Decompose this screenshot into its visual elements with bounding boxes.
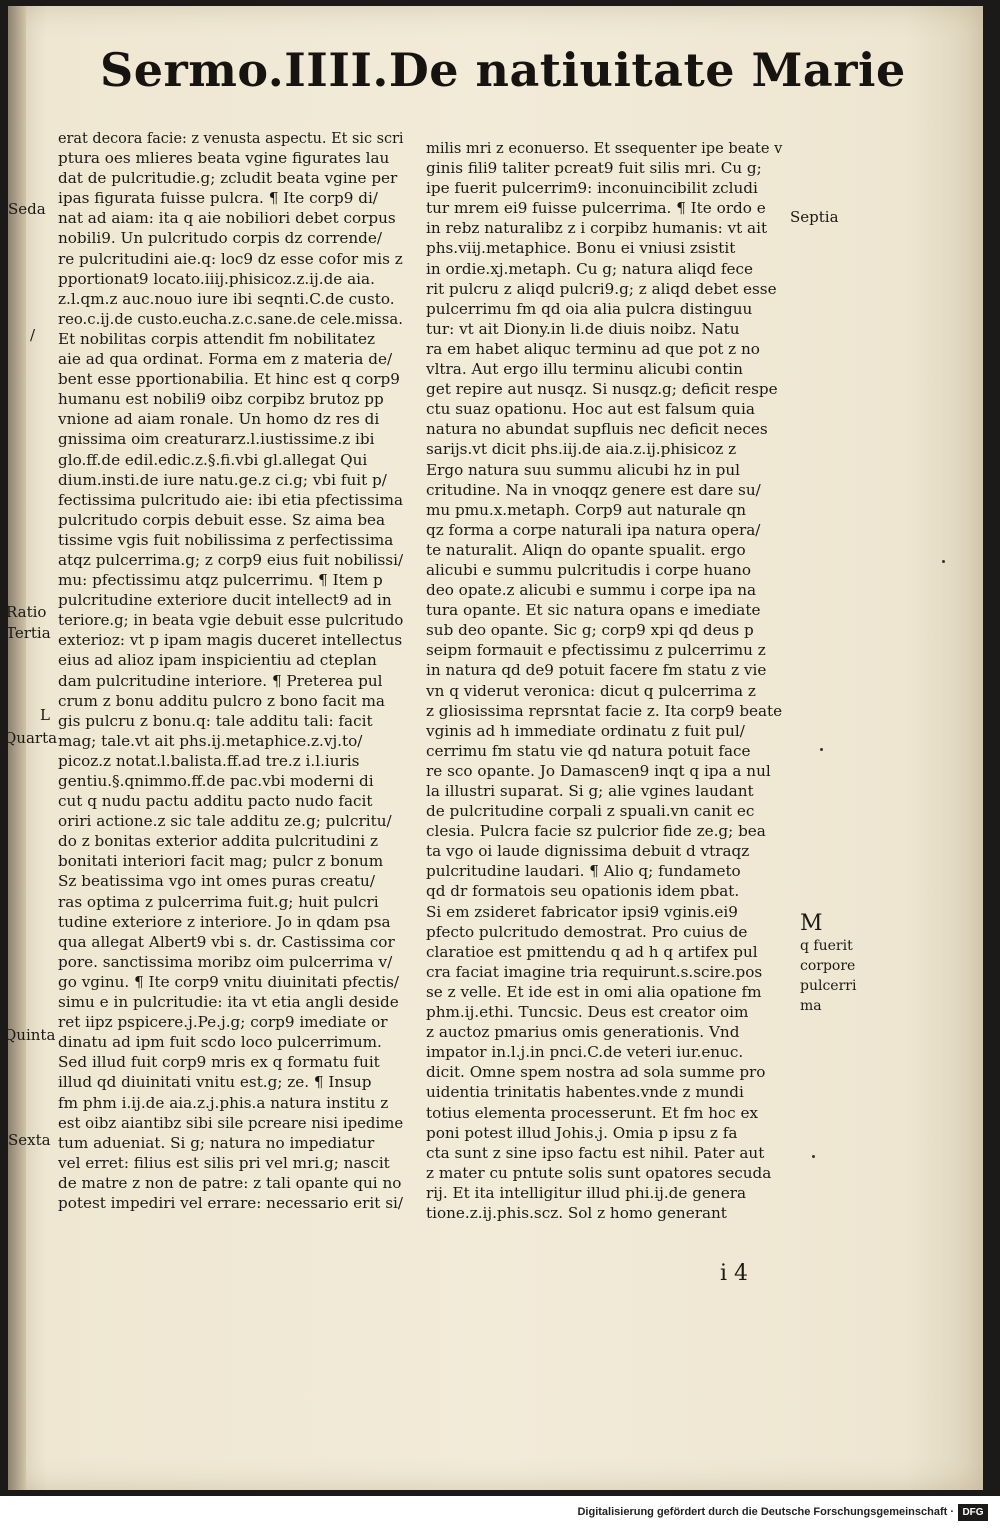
text-line: z.l.qm.z auc.nouo iure ibi seqnti.C.de custo. (58, 289, 395, 308)
margin-note-quarta: Quarta (4, 729, 58, 747)
text-line: nat ad aiam: ita q aie nobiliori debet corpus (58, 209, 396, 228)
text-line: aie ad qua ordinat. Forma em z materia de/ (58, 350, 393, 369)
margin-note-line: q fuerit (800, 938, 853, 954)
text-line: re pulcritudini aie.q: loc9 dz esse cofor mis z (58, 249, 403, 268)
text-line: illud qd diuinitati vnitu est.g; ze. ¶ Insup (58, 1073, 372, 1092)
text-line: dat de pulcritudie.g; zcludit beata vgine per (58, 169, 398, 188)
text-line: qua allegat Albert9 vbi s. dr. Castissima cor (58, 932, 395, 951)
text-line: humanu est nobili9 oibz corpibz brutoz pp (58, 390, 384, 409)
text-line: pfecto pulcritudo demostrat. Pro cuius de (426, 922, 748, 941)
text-line: pulcritudo corpis debuit esse. Sz aima bea (58, 510, 386, 529)
text-line: impator in.l.j.in pnci.C.de veteri iur.enuc. (426, 1043, 744, 1062)
dfg-logo: DFG (958, 1504, 988, 1521)
text-line: in natura qd de9 potuit facere fm statu z vie (426, 661, 767, 680)
text-line: teriore.g; in beata vgie debuit esse pulcritudo (58, 611, 404, 630)
text-line: claratioe est pmittendu q ad h q artifex pul (426, 942, 758, 961)
text-line: z auctoz pmarius omis generationis. Vnd (426, 1023, 740, 1042)
text-line: go vginu. ¶ Ite corp9 vnitu diuinitati pfectis/ (58, 972, 400, 991)
text-line: dinatu ad ipm fuit scdo loco pulcerrimum. (58, 1033, 382, 1052)
footer-bar (0, 1496, 1000, 1531)
margin-note-quinta: Quinta (4, 1026, 56, 1044)
text-line: mu pmu.x.metaph. Corp9 aut naturale qn (426, 500, 747, 519)
text-line: cra faciat imagine tria requirunt.s.scire.pos (426, 962, 763, 981)
text-line: z mater cu pntute solis sunt opatores secuda (426, 1163, 772, 1182)
text-line: z gliosissima reprsntat facie z. Ita corp9 beate (426, 701, 783, 720)
text-line: phm.ij.ethi. Tuncsic. Deus est creator oim (426, 1003, 749, 1022)
text-line: pulcerrimu fm qd oia alia pulcra distinguu (426, 299, 753, 318)
text-line: ctu suaz opationu. Hoc aut est falsum quia (426, 400, 755, 419)
text-line: Si em zsideret fabricator ipsi9 vginis.ei9 (426, 902, 738, 921)
margin-note-line: pulcerri (800, 978, 857, 994)
text-line: tudine exteriore z interiore. Jo in qdam psa (58, 912, 391, 931)
text-line: crum z bonu additu pulcro z bono facit ma (58, 691, 385, 710)
text-line: rij. Et ita intelligitur illud phi.ij.de genera (426, 1183, 747, 1202)
text-line: mag; tale.vt ait phs.ij.metaphice.z.vj.to/ (58, 731, 363, 750)
text-line: ipas figurata fuisse pulcra. ¶ Ite corp9 di/ (58, 189, 378, 208)
text-line: clesia. Pulcra facie sz pulcrior fide ze.g; bea (426, 822, 766, 841)
margin-note-line: corpore (800, 958, 856, 974)
text-line: tur: vt ait Diony.in li.de diuis noibz. Natu (426, 319, 740, 338)
text-line: reo.c.ij.de custo.eucha.z.c.sane.de cele.missa. (58, 309, 403, 328)
margin-note-sexta: Sexta (8, 1131, 51, 1149)
ink-spot (942, 560, 945, 563)
text-line: tissime vgis fuit nobilissima z perfectissima (58, 530, 394, 549)
text-line: rit pulcru z aliqd pulcri9.g; z aliqd debet esse (426, 279, 777, 298)
text-line: ginis fili9 taliter pcreat9 fuit silis mri. Cu g; (426, 159, 762, 178)
text-line: tione.z.ij.phis.scz. Sol z homo generant (426, 1203, 727, 1222)
margin-note-line: ma (800, 998, 822, 1014)
text-line: ptura oes mlieres beata vgine figurates lau (58, 149, 390, 168)
text-line: dicit. Omne spem nostra ad sola summe pro (426, 1063, 766, 1082)
text-line: cta sunt z sine ipso factu est nihil. Pater aut (426, 1143, 765, 1162)
text-line: vel erret: filius est silis pri vel mri.g; nascit (58, 1153, 390, 1172)
text-line: fm phm i.ij.de aia.z.j.phis.a natura institu z (58, 1093, 389, 1112)
margin-note-septia: Septia (790, 208, 839, 226)
left-text-column (58, 128, 403, 1213)
ink-spot (812, 1155, 815, 1158)
text-line: eius ad alioz ipam inspicientiu ad cteplan (58, 651, 377, 670)
ink-spot (820, 748, 823, 751)
margin-mark-slash: / (30, 326, 36, 344)
text-line: vn q viderut veronica: dicut q pulcerrima z (426, 681, 756, 700)
text-line: picoz.z notat.l.balista.ff.ad tre.z i.l.iuris (58, 751, 360, 770)
text-line: cut q nudu pactu additu pacto nudo facit (58, 792, 373, 811)
right-text-column (426, 138, 782, 1223)
text-line: sub deo opante. Sic g; corp9 xpi qd deus p (426, 621, 754, 640)
text-line: deo opate.z alicubi e summu i corpe ipa na (426, 581, 757, 600)
text-line: in ordie.xj.metaph. Cu g; natura aliqd fece (426, 259, 753, 278)
margin-mark-l: L (40, 706, 50, 724)
page-gutter (8, 6, 26, 1490)
text-line: erat decora facie: z venusta aspectu. Et sic scri (58, 129, 404, 147)
text-line: potest impediri vel errare: necessario erit si/ (58, 1193, 403, 1212)
text-line: de matre z non de patre: z tali opante qui no (58, 1173, 402, 1192)
margin-note-tertia: Tertia (6, 624, 51, 642)
text-line: dium.insti.de iure natu.ge.z ci.g; vbi fuit p/ (58, 470, 387, 489)
text-line: milis mri z econuerso. Et ssequenter ipe beate v (426, 139, 783, 157)
text-line: ras optima z pulcerrima fuit.g; huit pulcri (58, 892, 379, 911)
text-line: exterioz: vt p ipam magis duceret intellectus (58, 631, 403, 650)
text-line: se z velle. Et ide est in omi alia opatione fm (426, 982, 762, 1001)
text-line: get repire aut nusqz. Si nusqz.g; deficit respe (426, 380, 778, 399)
text-line: phs.viij.metaphice. Bonu ei vniusi zsistit (426, 239, 736, 258)
text-line: pulcritudine laudari. ¶ Alio q; fundameto (426, 862, 741, 881)
margin-note-ratio: Ratio (6, 603, 47, 621)
text-line: ta vgo oi laude dignissima debuit d vtraqz (426, 842, 750, 861)
text-line: glo.ff.de edil.edic.z.§.fi.vbi gl.allegat Qui (58, 450, 368, 469)
text-line: Sed illud fuit corp9 mris ex q formatu fuit (58, 1053, 380, 1072)
text-line: ret iipz pspicere.j.Pe.j.g; corp9 imediate or (58, 1013, 388, 1032)
text-line: tura opante. Et sic natura opans e imediate (426, 601, 761, 620)
margin-note-seda: Seda (8, 200, 46, 218)
text-line: poni potest illud Johis.j. Omia p ipsu z fa (426, 1123, 738, 1142)
text-line: ra em habet aliquc terminu ad que pot z no (426, 339, 760, 358)
funding-credit: Digitalisierung gefördert durch die Deutsche Forschungsgemeinschaft · (577, 1506, 954, 1518)
text-line: simu e in pulcritudie: ita vt etia angli deside (58, 993, 399, 1012)
text-line: seipm formauit e pfectissimu z pulcerrimu z (426, 641, 766, 660)
text-line: uidentia trinitatis habentes.vnde z mundi (426, 1083, 744, 1102)
folio-number: i 4 (720, 1261, 749, 1286)
text-line: nobili9. Un pulcritudo corpis dz corrende/ (58, 229, 382, 248)
text-line: cerrimu fm statu vie qd natura potuit face (426, 741, 751, 760)
text-line: tur mrem ei9 fuisse pulcerrima. ¶ Ite ordo e (426, 199, 766, 218)
text-line: dam pulcritudine interiore. ¶ Preterea pul (58, 671, 383, 690)
text-line: la illustri suparat. Si g; alie vgines laudant (426, 782, 754, 800)
text-line: atqz pulcerrima.g; z corp9 eius fuit nobilissi/ (58, 550, 403, 569)
text-line: te naturalit. Aliqn do opante spualit. ergo (426, 540, 746, 559)
text-line: est oibz aiantibz sibi sile pcreare nisi ipedime (58, 1113, 404, 1132)
text-line: totius elementa processerunt. Et fm hoc ex (426, 1103, 759, 1122)
text-line: pportionat9 locato.iiij.phisicoz.z.ij.de aia. (58, 269, 375, 288)
margin-note-right-block (800, 912, 856, 1016)
text-line: Ergo natura suu summu alicubi hz in pul (426, 460, 740, 479)
page-heading: Sermo.IIII.De natiuitate Marie (100, 43, 906, 97)
text-line: qz forma a corpe naturali ipa natura opera/ (426, 520, 761, 539)
text-line: alicubi e summu pulcritudis i corpe huano (426, 560, 752, 579)
text-line: de pulcritudine corpali z spuali.vn canit ec (426, 802, 755, 821)
text-line: mu: pfectissimu atqz pulcerrimu. ¶ Item p (58, 571, 383, 590)
text-line: bonitati interiori facit mag; pulcr z bonum (58, 852, 384, 871)
text-line: pulcritudine exteriore ducit intellect9 ad in (58, 591, 392, 610)
text-line: qd dr formatois seu opationis idem pbat. (426, 882, 740, 901)
text-line: oriri actione.z sic tale additu ze.g; pulcritu/ (58, 812, 392, 831)
text-line: vnione ad aiam ronale. Un homo dz res di (58, 410, 380, 429)
text-line: fectissima pulcritudo aie: ibi etia pfectissima (58, 490, 403, 509)
text-line: natura no abundat supfluis nec deficit neces (426, 420, 768, 439)
text-line: pore. sanctissima moribz oim pulcerrima v/ (58, 952, 393, 971)
text-line: bent esse pportionabilia. Et hinc est q corp9 (58, 370, 400, 389)
text-line: Et nobilitas corpis attendit fm nobilitatez (58, 329, 375, 348)
text-line: Sz beatissima vgo int omes puras creatu/ (58, 872, 375, 891)
text-line: vltra. Aut ergo illu terminu alicubi contin (426, 360, 743, 379)
text-line: tum adueniat. Si g; natura no impediatur (58, 1133, 375, 1152)
text-line: ipe fuerit pulcerrim9: inconuincibilit zcludi (426, 179, 758, 198)
text-line: gentiu.§.qnimmo.ff.de pac.vbi moderni di (58, 772, 374, 790)
text-line: gnissima oim creaturarz.l.iustissime.z ibi (58, 430, 375, 449)
text-line: in rebz naturalibz z i corpibz humanis: vt ait (426, 219, 768, 238)
text-line: re sco opante. Jo Damascen9 inqt q ipa a nul (426, 761, 771, 780)
text-line: sarijs.vt dicit phs.iij.de aia.z.ij.phisicoz z (426, 440, 737, 459)
text-line: vginis ad h immediate ordinatu z fuit pul/ (426, 721, 745, 740)
text-line: gis pulcru z bonu.q: tale additu tali: facit (58, 711, 373, 730)
margin-note-line: M (800, 911, 823, 936)
text-line: do z bonitas exterior addita pulcritudini z (58, 832, 379, 851)
text-line: critudine. Na in vnoqqz genere est dare su/ (426, 480, 761, 499)
